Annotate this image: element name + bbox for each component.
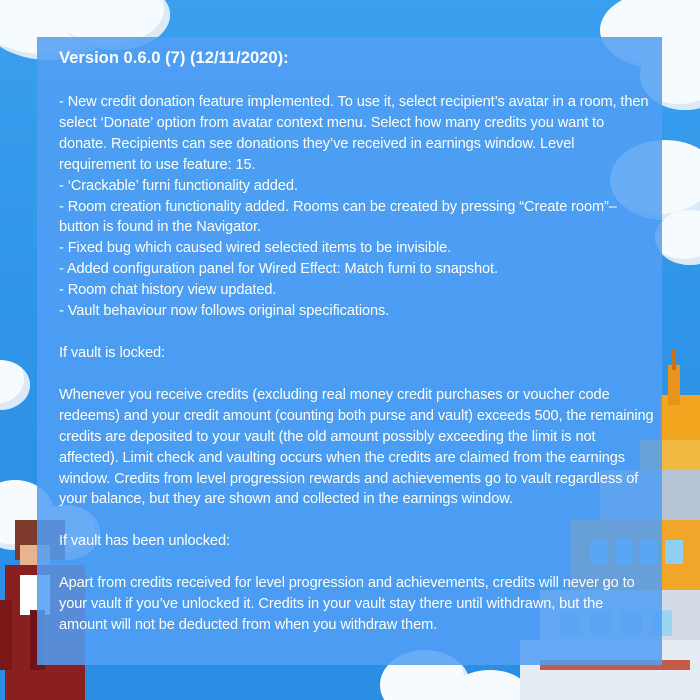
version-title: Version 0.6.0 (7) (12/11/2020): — [59, 48, 289, 67]
vault-unlocked-text: Apart from credits received for level progression and achievements, credits will never go to your vault if you’ve unlocked it. Credits in your vault stay there until withdrawn, but the amount will not be deducted from when you withdraw them. — [59, 575, 635, 634]
spacer — [59, 552, 654, 573]
vault-locked-text: Whenever you receive credits (excluding real money credit purchases or voucher code redeems) and your credit amount (counting both purse and vault) exceeds 500, the remaining credits are deposited to your vault (the old amount possibly exceeding the limit is not affected). Limit check and vaulting occurs when the credits are claimed from the earnings window. Credits from level progression rewards and achievements go to vault regardless of your balance, but they are shown and collected in the earnings window. — [59, 386, 654, 508]
vault-unlocked-heading: If vault has been unlocked: — [59, 533, 230, 550]
changelog-item: - Room creation functionality added. Rooms can be created by pressing “Create room”–button is found in the Navigator. — [59, 198, 617, 236]
changelog-item: - New credit donation feature implemented. To use it, select recipient’s avatar in a room, then select ‘Donate’ option from avatar context menu. Select how many credits you want to donate. Recipients can see donations they’ve received in earnings window. Level requirement to use feature: 15. — [59, 94, 649, 173]
changelog-item: - ‘Crackable’ furni functionality added. — [59, 177, 298, 194]
changelog-item: - Vault behaviour now follows original specifications. — [59, 303, 390, 320]
changelog-item: - Fixed bug which caused wired selected items to be invisible. — [59, 240, 452, 257]
changelog-panel — [37, 37, 662, 665]
spacer — [59, 322, 654, 343]
spacer — [59, 510, 654, 531]
changelog-item: - Added configuration panel for Wired Effect: Match furni to snapshot. — [59, 261, 498, 278]
spacer — [59, 364, 654, 385]
vault-locked-heading: If vault is locked: — [59, 344, 165, 361]
changelog-item: - Room chat history view updated. — [59, 282, 277, 299]
